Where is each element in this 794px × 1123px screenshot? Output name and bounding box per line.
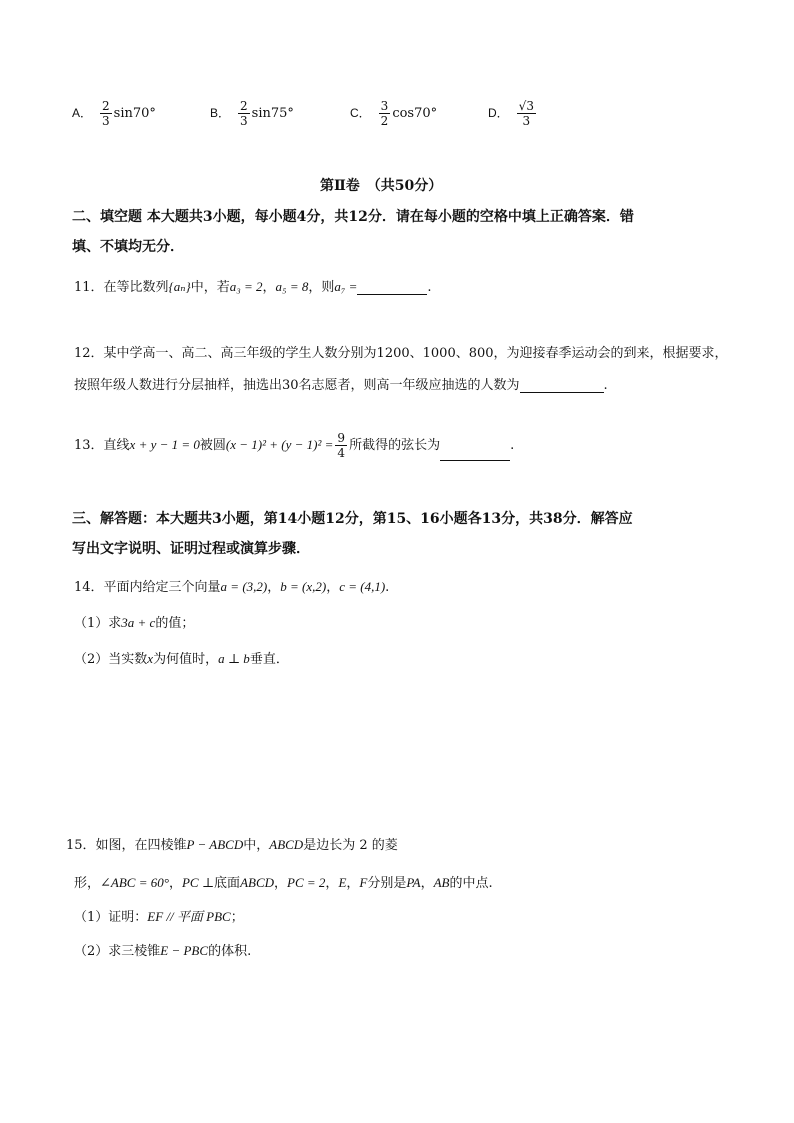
option-letter: C． bbox=[350, 106, 371, 120]
variable-x: x bbox=[147, 651, 154, 666]
option-tail: sin70° bbox=[113, 106, 156, 121]
ef-parallel: EF // 平面 PBC bbox=[147, 909, 231, 924]
answer-blank[interactable] bbox=[440, 448, 510, 461]
option-letter: D． bbox=[488, 106, 509, 120]
fraction: $\frac{2}{3}$ bbox=[240, 99, 248, 128]
option-letter: A． bbox=[72, 106, 93, 120]
vector-c: c = (4,1) bbox=[339, 579, 386, 594]
option-tail: sin75° bbox=[251, 106, 294, 121]
question-15-line1: 15．如图，在四棱锥P − ABCD中，ABCD是边长为 2 的菱 bbox=[66, 837, 398, 853]
question-12-line1: 12．某中学高一、高二、高三年级的学生人数分别为1200、1000、800，为迎接春季运动会的到来，根据要求， bbox=[74, 346, 728, 361]
question-14-part1: （1）求3a + c的值； bbox=[74, 615, 195, 631]
vector-expression: 3a + c bbox=[121, 615, 156, 630]
question-13: 13．直线x + y − 1 = 0被圆(x − 1)² + (y − 1)² = $\frac{9}{4}$ 所截得的弦长为 . bbox=[74, 431, 515, 460]
fraction: $\frac{9}{4}$ bbox=[337, 431, 346, 460]
option-letter: B． bbox=[210, 106, 231, 120]
vector-b: b = (x,2) bbox=[280, 579, 327, 594]
section3-line2: 写出文字说明、证明过程或演算步骤． bbox=[72, 541, 310, 557]
section2-line2: 填、不填均无分． bbox=[72, 239, 184, 255]
perpendicular-expression: a ⊥ b bbox=[218, 651, 250, 666]
question-14: 14．平面内给定三个向量a = (3,2)，b = (x,2)，c = (4,1). bbox=[74, 579, 390, 595]
sequence: {aₙ} bbox=[168, 279, 191, 294]
segment-pa: PA bbox=[406, 875, 421, 890]
question-15-part2: （2）求三棱锥E − PBC的体积. bbox=[74, 943, 252, 959]
section2-line1: 二、填空题 本大题共3小题，每小题4分，共12分．请在每小题的空格中填上正确答案．错 bbox=[72, 209, 634, 225]
option-b bbox=[210, 100, 294, 127]
option-tail: cos70° bbox=[392, 106, 438, 121]
answer-blank[interactable] bbox=[520, 380, 604, 393]
answer-blank[interactable] bbox=[357, 282, 427, 295]
condition-a5: a₅ = 8 bbox=[275, 279, 309, 294]
vector-a: a = (3,2) bbox=[220, 579, 268, 594]
fraction: $\frac{2}{3}$ bbox=[102, 99, 110, 128]
question-15-part1: （1）证明：EF // 平面 PBC； bbox=[74, 909, 244, 925]
option-c bbox=[350, 100, 437, 127]
line-equation: x + y − 1 = 0 bbox=[129, 437, 200, 452]
point-f: F bbox=[359, 875, 368, 890]
option-d bbox=[488, 100, 538, 127]
point-e: E bbox=[338, 875, 347, 890]
segment-ab: AB bbox=[433, 875, 450, 890]
question-12-line2: 按照年级人数进行分层抽样，抽选出30名志愿者，则高一年级应抽选的人数为 . bbox=[74, 378, 608, 393]
base-name: ABCD bbox=[269, 837, 304, 852]
circle-equation: (x − 1)² + (y − 1)² = bbox=[225, 437, 334, 452]
question-11: 11．在等比数列{aₙ}中，若a₃ = 2，a₅ = 8，则a₇ = . bbox=[74, 279, 432, 295]
pc-length: PC = 2 bbox=[287, 875, 326, 890]
option-a bbox=[72, 100, 156, 127]
fraction: $\frac{√3}{3}$ bbox=[518, 99, 534, 128]
question-14-part2: （2）当实数x为何值时，a ⊥ b垂直． bbox=[74, 651, 289, 667]
fraction: $\frac{3}{2}$ bbox=[380, 99, 389, 128]
question-15-line2: 形，∠ABC = 60°，PC ⊥底面ABCD，PC = 2，E，F分别是PA，AB的中点. bbox=[74, 875, 493, 891]
condition-a3: a₃ = 2 bbox=[229, 279, 263, 294]
section3-line1: 三、解答题：本大题共3小题，第14小题12分，第15、16小题各13分，共38分．解答应 bbox=[72, 511, 633, 527]
part2-title: 第Ⅱ卷 （共50分） bbox=[320, 178, 443, 194]
pyramid-name: P − ABCD bbox=[186, 837, 244, 852]
angle-abc: ∠ABC = 60° bbox=[100, 875, 169, 890]
pc-perpendicular: PC ⊥ bbox=[181, 875, 215, 890]
tetrahedron-name: E − PBC bbox=[160, 943, 209, 958]
target-a7: a₇ = bbox=[334, 279, 358, 294]
